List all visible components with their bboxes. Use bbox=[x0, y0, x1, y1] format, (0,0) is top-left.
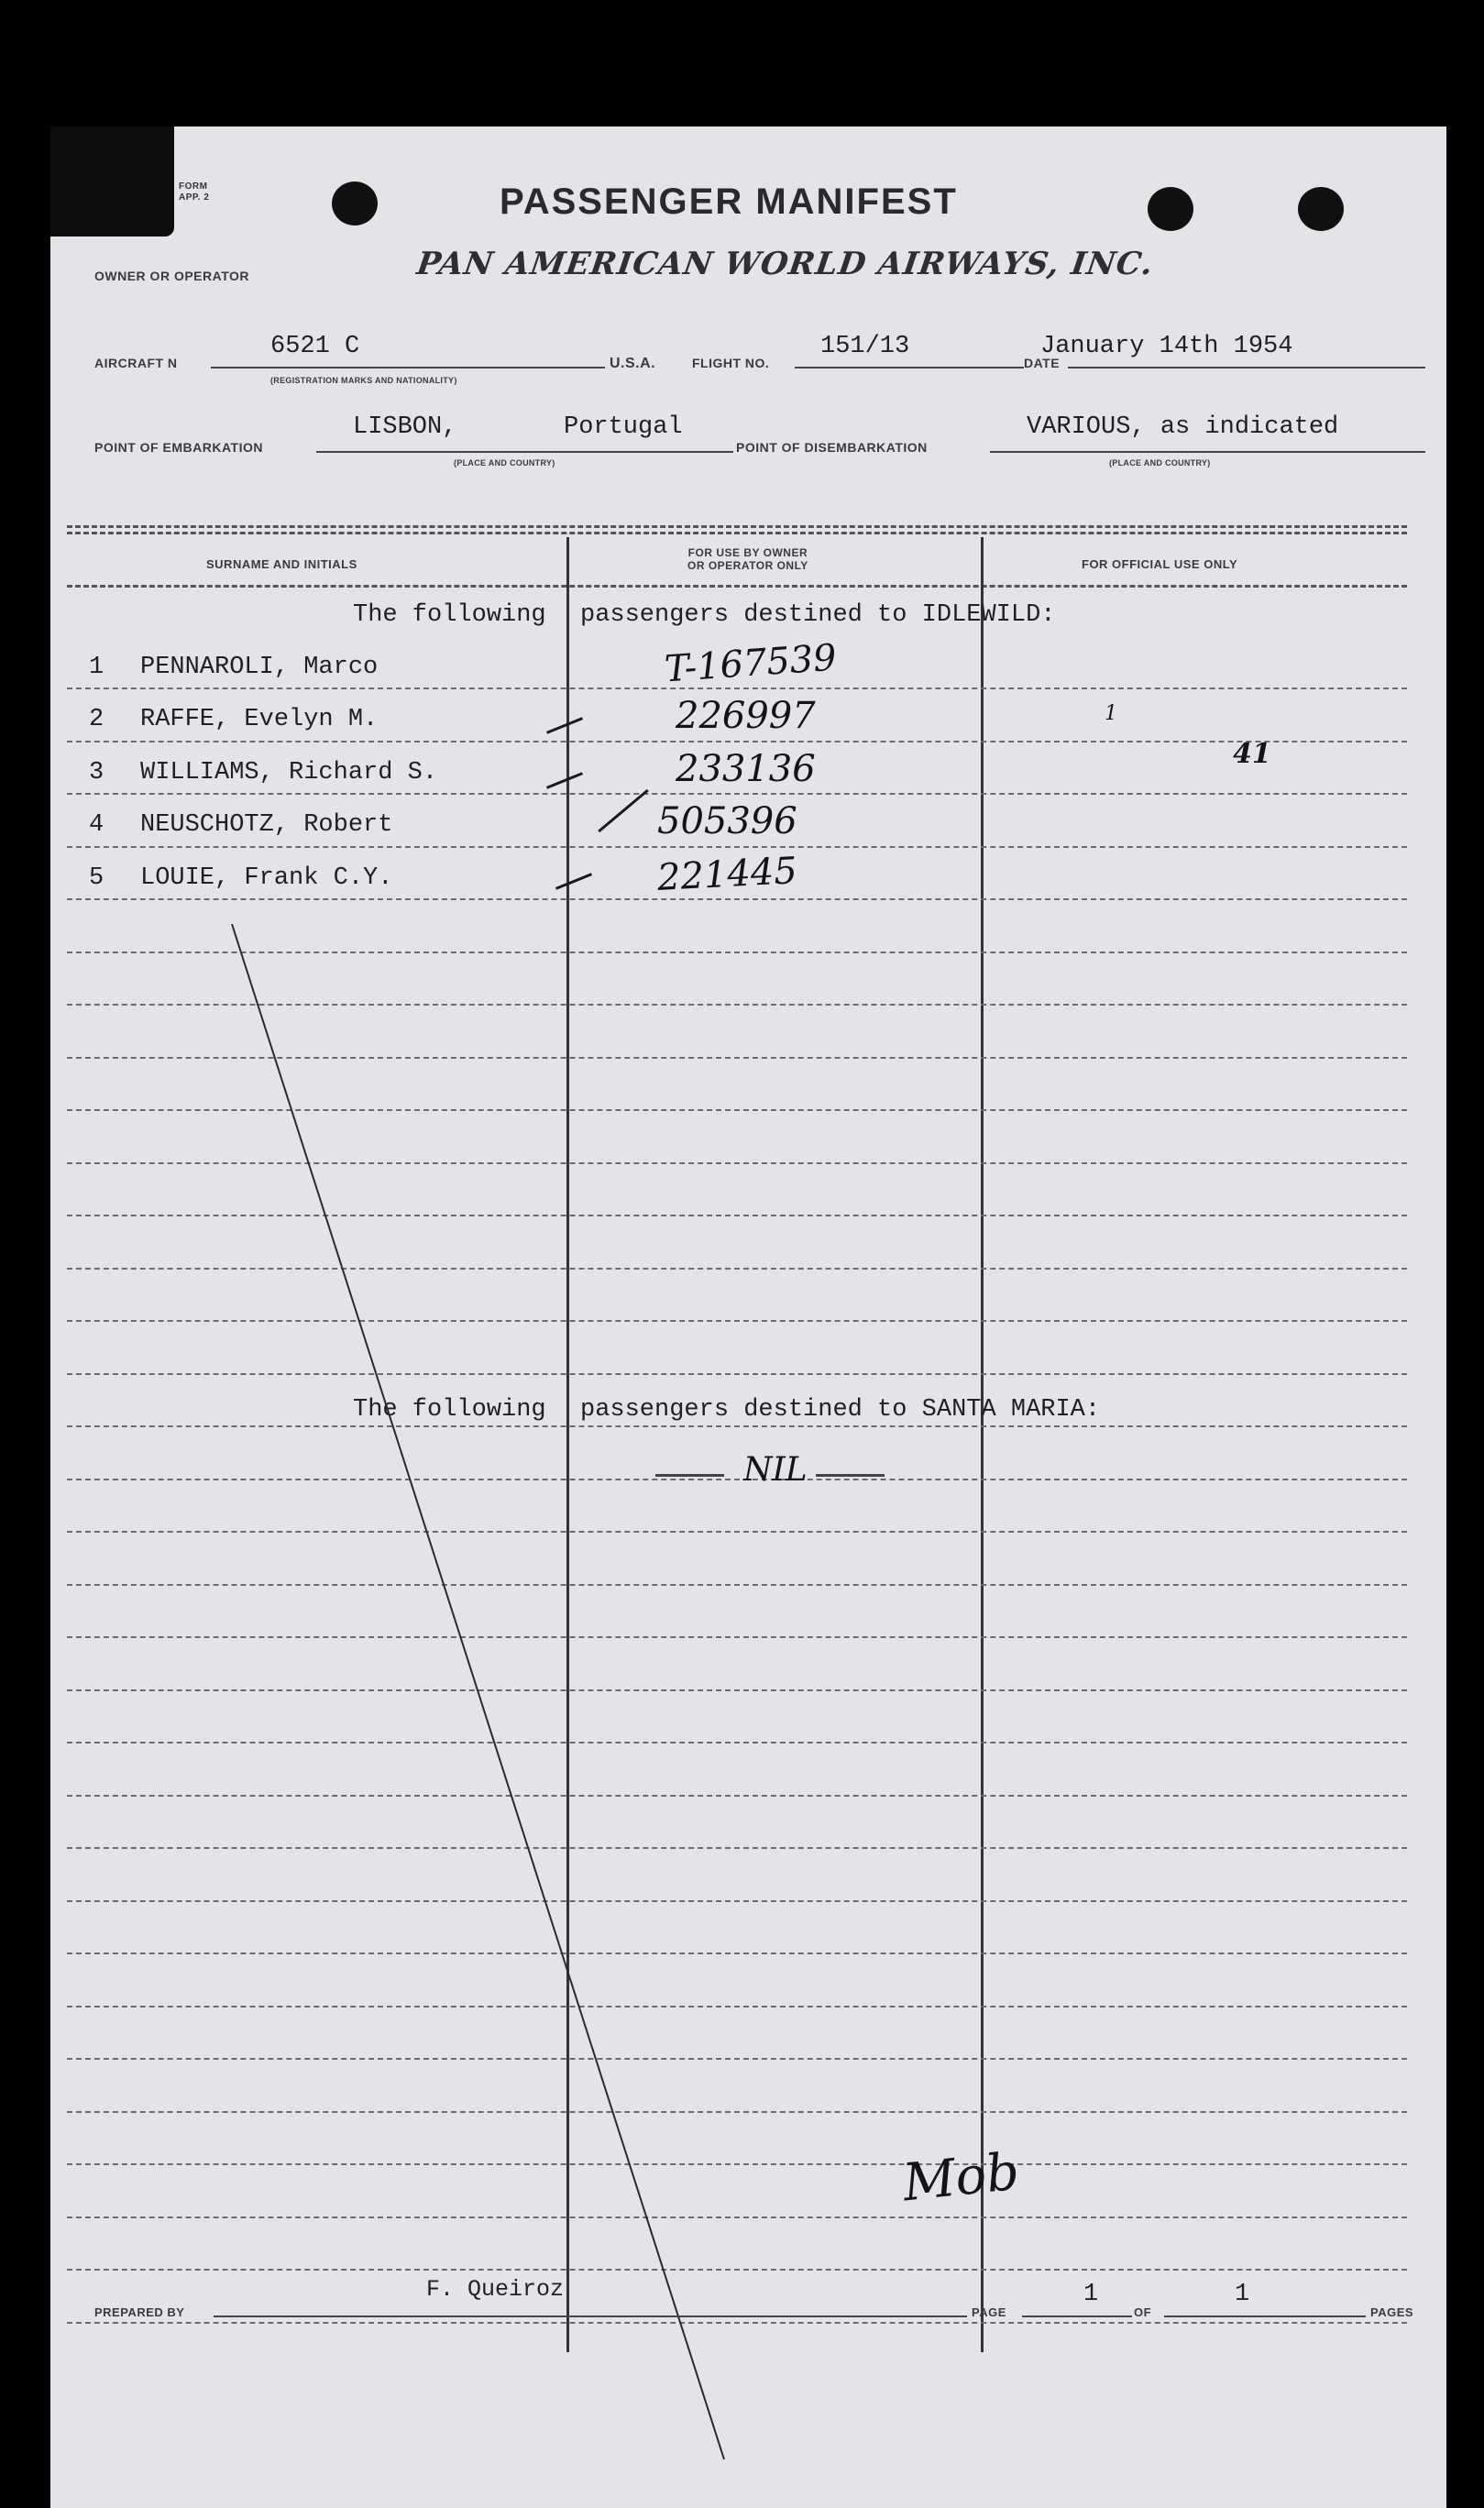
section1-heading-left: The following bbox=[353, 601, 546, 629]
passenger-name: WILLIAMS, Richard S. bbox=[140, 759, 438, 786]
flight-value: 151/13 bbox=[820, 333, 910, 360]
date-value: January 14th 1954 bbox=[1040, 333, 1293, 360]
page-underline bbox=[1022, 2316, 1132, 2317]
of-underline bbox=[1164, 2316, 1366, 2317]
disembarkation-sub-label: (PLACE AND COUNTRY) bbox=[1109, 458, 1211, 468]
embarkation-sub-label: (PLACE AND COUNTRY) bbox=[454, 458, 555, 468]
nil-mark: NIL bbox=[743, 1451, 808, 1489]
of-label: OF bbox=[1134, 2305, 1152, 2319]
page-title: PASSENGER MANIFEST bbox=[500, 182, 958, 222]
embarkation-country: Portugal bbox=[564, 413, 683, 441]
passenger-name: LOUIE, Frank C.Y. bbox=[140, 864, 393, 892]
column-header-owner: FOR USE BY OWNER OR OPERATOR ONLY bbox=[687, 546, 808, 572]
column-header-official: FOR OFFICIAL USE ONLY bbox=[1082, 557, 1238, 571]
prepared-by-value: F. Queiroz bbox=[426, 2276, 565, 2303]
section1-heading-right: passengers destined to IDLEWILD: bbox=[580, 601, 1056, 629]
date-label: DATE bbox=[1024, 356, 1061, 370]
official-mark: 1 bbox=[1105, 702, 1117, 725]
disembarkation-label: POINT OF DISEMBARKATION bbox=[736, 440, 928, 455]
pages-label: PAGES bbox=[1370, 2305, 1414, 2319]
passenger-name: RAFFE, Evelyn M. bbox=[140, 706, 379, 733]
passenger-number: 5 bbox=[89, 864, 104, 892]
of-value: 1 bbox=[1235, 2281, 1250, 2308]
column-header-surname: SURNAME AND INITIALS bbox=[206, 557, 357, 571]
initials-signature: Mob bbox=[899, 2141, 1022, 2214]
section2-heading-right: passengers destined to SANTA MARIA: bbox=[580, 1396, 1101, 1424]
aircraft-value: 6521 C bbox=[270, 333, 360, 360]
flight-label: FLIGHT NO. bbox=[692, 356, 770, 370]
ticket-number: 226997 bbox=[676, 695, 816, 737]
aircraft-sub-label: (REGISTRATION MARKS AND NATIONALITY) bbox=[270, 376, 457, 385]
ticket-number: 233136 bbox=[676, 748, 816, 790]
official-mark: 41 bbox=[1233, 738, 1271, 770]
embarkation-label: POINT OF EMBARKATION bbox=[94, 440, 263, 455]
page-label: PAGE bbox=[972, 2305, 1006, 2319]
prepared-by-label: PREPARED BY bbox=[94, 2305, 185, 2319]
country-label: U.S.A. bbox=[610, 356, 656, 371]
passenger-number: 2 bbox=[89, 706, 104, 733]
passenger-name: PENNAROLI, Marco bbox=[140, 654, 379, 681]
passenger-number: 3 bbox=[89, 759, 104, 786]
page-value: 1 bbox=[1083, 2281, 1099, 2308]
ticket-number: 505396 bbox=[657, 800, 797, 842]
prepared-underline bbox=[214, 2316, 967, 2317]
ticket-number: 221445 bbox=[655, 850, 798, 899]
disembarkation-value: VARIOUS, as indicated bbox=[1027, 413, 1339, 441]
form-code: FORM APP. 2 bbox=[179, 182, 210, 203]
passenger-name: NEUSCHOTZ, Robert bbox=[140, 811, 393, 839]
ticket-number: T-167539 bbox=[663, 636, 839, 691]
passenger-number: 1 bbox=[89, 654, 104, 681]
airline-name: PAN AMERICAN WORLD AIRWAYS, INC. bbox=[414, 246, 1156, 282]
owner-label: OWNER OR OPERATOR bbox=[94, 269, 249, 283]
aircraft-label: AIRCRAFT N bbox=[94, 356, 178, 370]
section2-heading-left: The following bbox=[353, 1396, 546, 1424]
diagonal-strike-line bbox=[50, 126, 1446, 2508]
embarkation-city: LISBON, bbox=[353, 413, 457, 441]
passenger-number: 4 bbox=[89, 811, 104, 839]
manifest-page bbox=[50, 126, 1446, 2508]
